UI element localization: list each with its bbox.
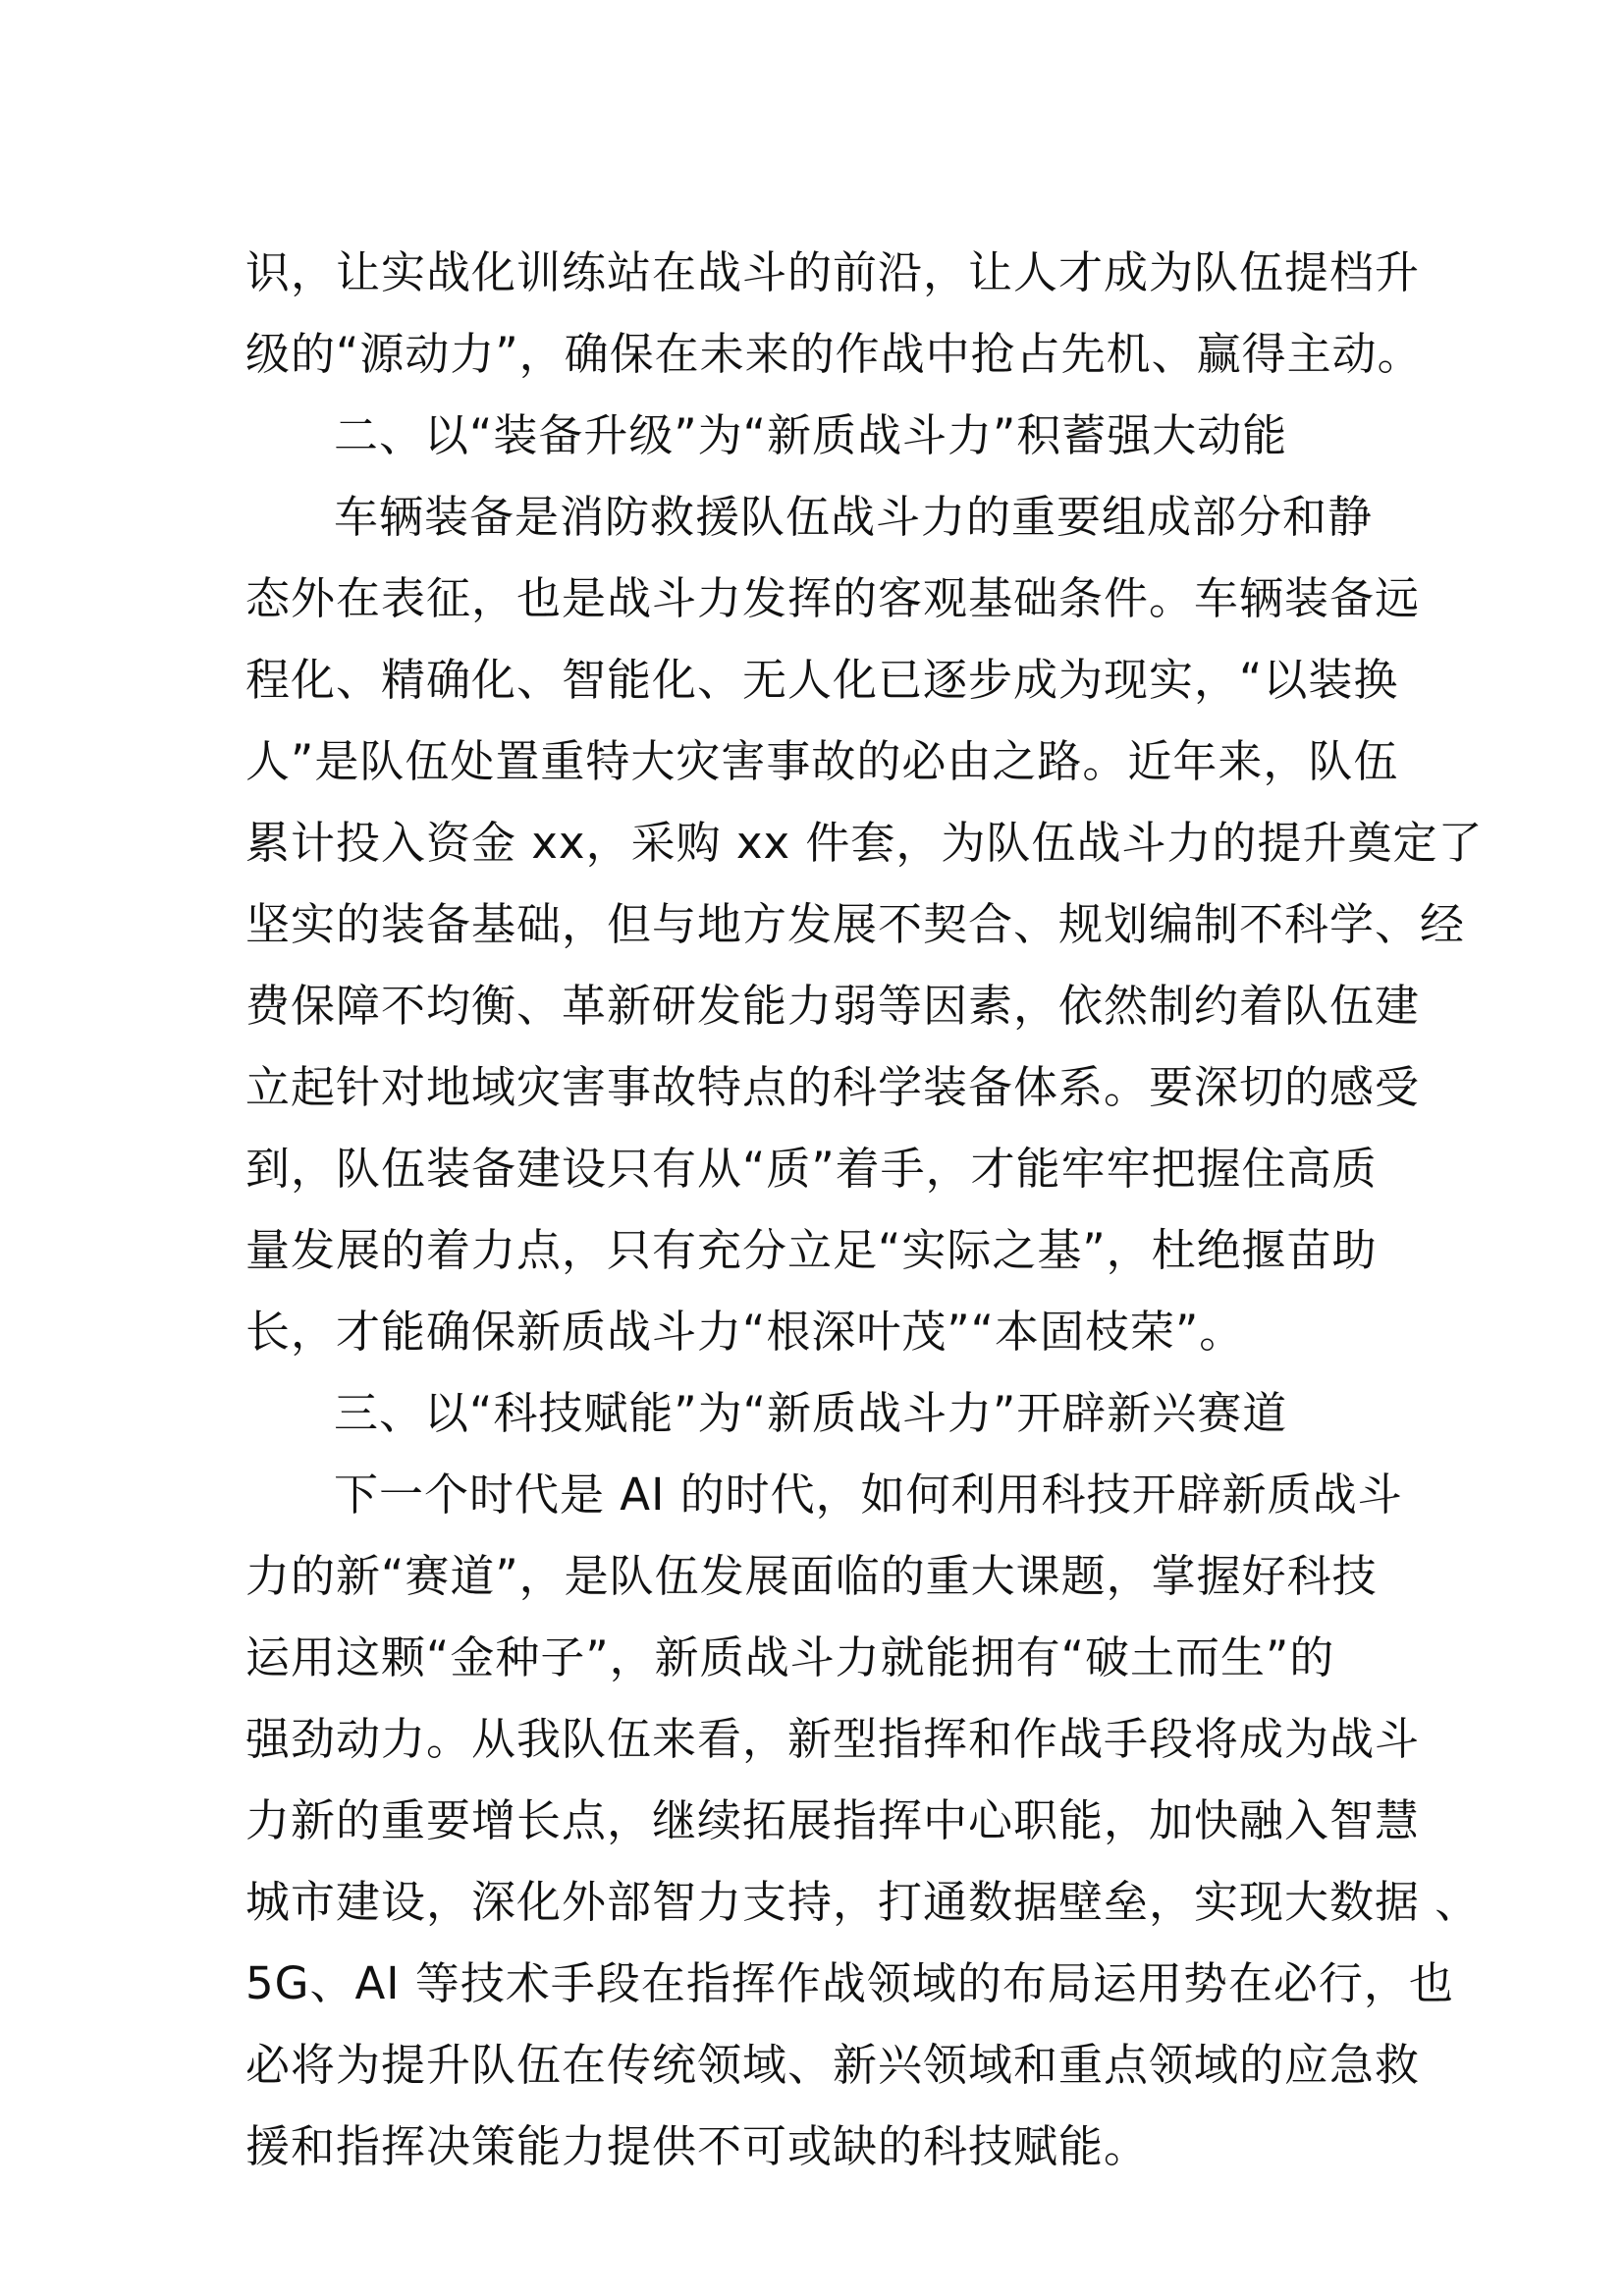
text-line: 量发展的着力点，只有充分立足“实际之基”，杜绝揠苗助 [245,1224,1378,1276]
text-line: 援和指挥决策能力提供不可或缺的科技赋能。 [245,2120,1150,2172]
text-line: 人”是队伍处置重特大灾害事故的必由之路。近年来，队伍 [245,735,1399,787]
text-line: 长，才能确保新质战斗力“根深叶茂”“本固枝荣”。 [245,1306,1245,1358]
text-line: 5G、AI 等技术手段在指挥作战领域的布局运用势在必行，也 [245,1957,1454,2009]
text-line: 运用这颗“金种子”，新质战斗力就能拥有“破土而生”的 [245,1631,1335,1683]
text-line: 下一个时代是 AI 的时代，如何利用科技开辟新质战斗 [334,1468,1403,1521]
text-line: 态外在表征，也是战斗力发挥的客观基础条件。车辆装备远 [245,572,1421,624]
text-line: 到，队伍装备建设只有从“质”着手，才能牢牢把握住高质 [245,1143,1378,1195]
text-line: 程化、精确化、智能化、无人化已逐步成为现实，“以装换 [245,654,1399,706]
text-line: 级的“源动力”，确保在未来的作战中抢占先机、赢得主动。 [245,328,1423,380]
text-line: 立起针对地域灾害事故特点的科学装备体系。要深切的感受 [245,1061,1421,1113]
section-heading: 二、以“装备升级”为“新质战斗力”积蓄强大动能 [334,409,1288,461]
text-line: 费保障不均衡、革新研发能力弱等因素，依然制约着队伍建 [245,980,1421,1032]
text-line: 识，让实战化训练站在战斗的前沿，让人才成为队伍提档升 [245,246,1421,298]
text-line: 力的新“赛道”，是队伍发展面临的重大课题，掌握好科技 [245,1550,1378,1602]
text-line: 城市建设，深化外部智力支持，打通数据壁垒，实现大数据 、 [245,1876,1481,1928]
text-line: 必将为提升队伍在传统领域、新兴领域和重点领域的应急救 [245,2039,1421,2091]
section-heading: 三、以“科技赋能”为“新质战斗力”开辟新兴赛道 [334,1387,1288,1439]
text-line: 车辆装备是消防救援队伍战斗力的重要组成部分和静 [334,491,1374,543]
text-line: 力新的重要增长点，继续拓展指挥中心职能，加快融入智慧 [245,1794,1421,1846]
text-line: 坚实的装备基础，但与地方发展不契合、规划编制不科学、经 [245,898,1466,950]
text-line: 累计投入资金 xx，采购 xx 件套，为队伍战斗力的提升奠定了 [245,817,1484,869]
text-line: 强劲动力。从我队伍来看，新型指挥和作战手段将成为战斗 [245,1713,1421,1765]
